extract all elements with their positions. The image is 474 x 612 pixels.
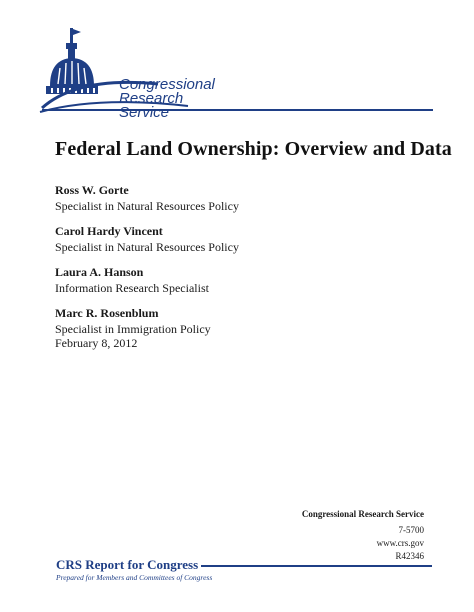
report-metadata — [302, 508, 424, 563]
author-entry — [55, 264, 425, 296]
author-role: Information Research Specialist — [55, 281, 209, 295]
report-footer-subtitle: Prepared for Members and Committees of Congress — [56, 573, 213, 582]
website-url: www.crs.gov — [376, 538, 424, 548]
author-entry — [55, 182, 425, 214]
report-date: February 8, 2012 — [55, 336, 138, 350]
crs-logo — [38, 26, 433, 121]
author-entry — [55, 223, 425, 255]
author-role: Specialist in Immigration Policy — [55, 322, 211, 336]
logo-line-2: Research — [119, 90, 184, 107]
report-type-label: CRS Report for Congress — [56, 557, 199, 572]
crs-logo-text — [119, 78, 215, 120]
author-name: Carol Hardy Vincent — [55, 224, 163, 238]
author-list — [55, 182, 425, 346]
author-name: Laura A. Hanson — [55, 265, 144, 279]
footer-divider — [201, 565, 432, 567]
report-footer-row — [56, 557, 432, 573]
logo-line-1: Congressional — [119, 76, 215, 93]
organization-name: Congressional Research Service — [301, 509, 424, 519]
author-name: Marc R. Rosenblum — [55, 306, 159, 320]
author-entry — [55, 305, 425, 337]
report-id: R42346 — [395, 551, 424, 561]
author-role: Specialist in Natural Resources Policy — [55, 240, 239, 254]
author-name: Ross W. Gorte — [55, 183, 129, 197]
report-footer — [56, 557, 432, 582]
capitol-dome-icon — [38, 26, 433, 116]
logo-line-3: Service — [119, 104, 170, 121]
author-role: Specialist in Natural Resources Policy — [55, 199, 239, 213]
report-title: Federal Land Ownership: Overview and Data — [55, 138, 452, 160]
report-code: 7-5700 — [398, 525, 424, 535]
